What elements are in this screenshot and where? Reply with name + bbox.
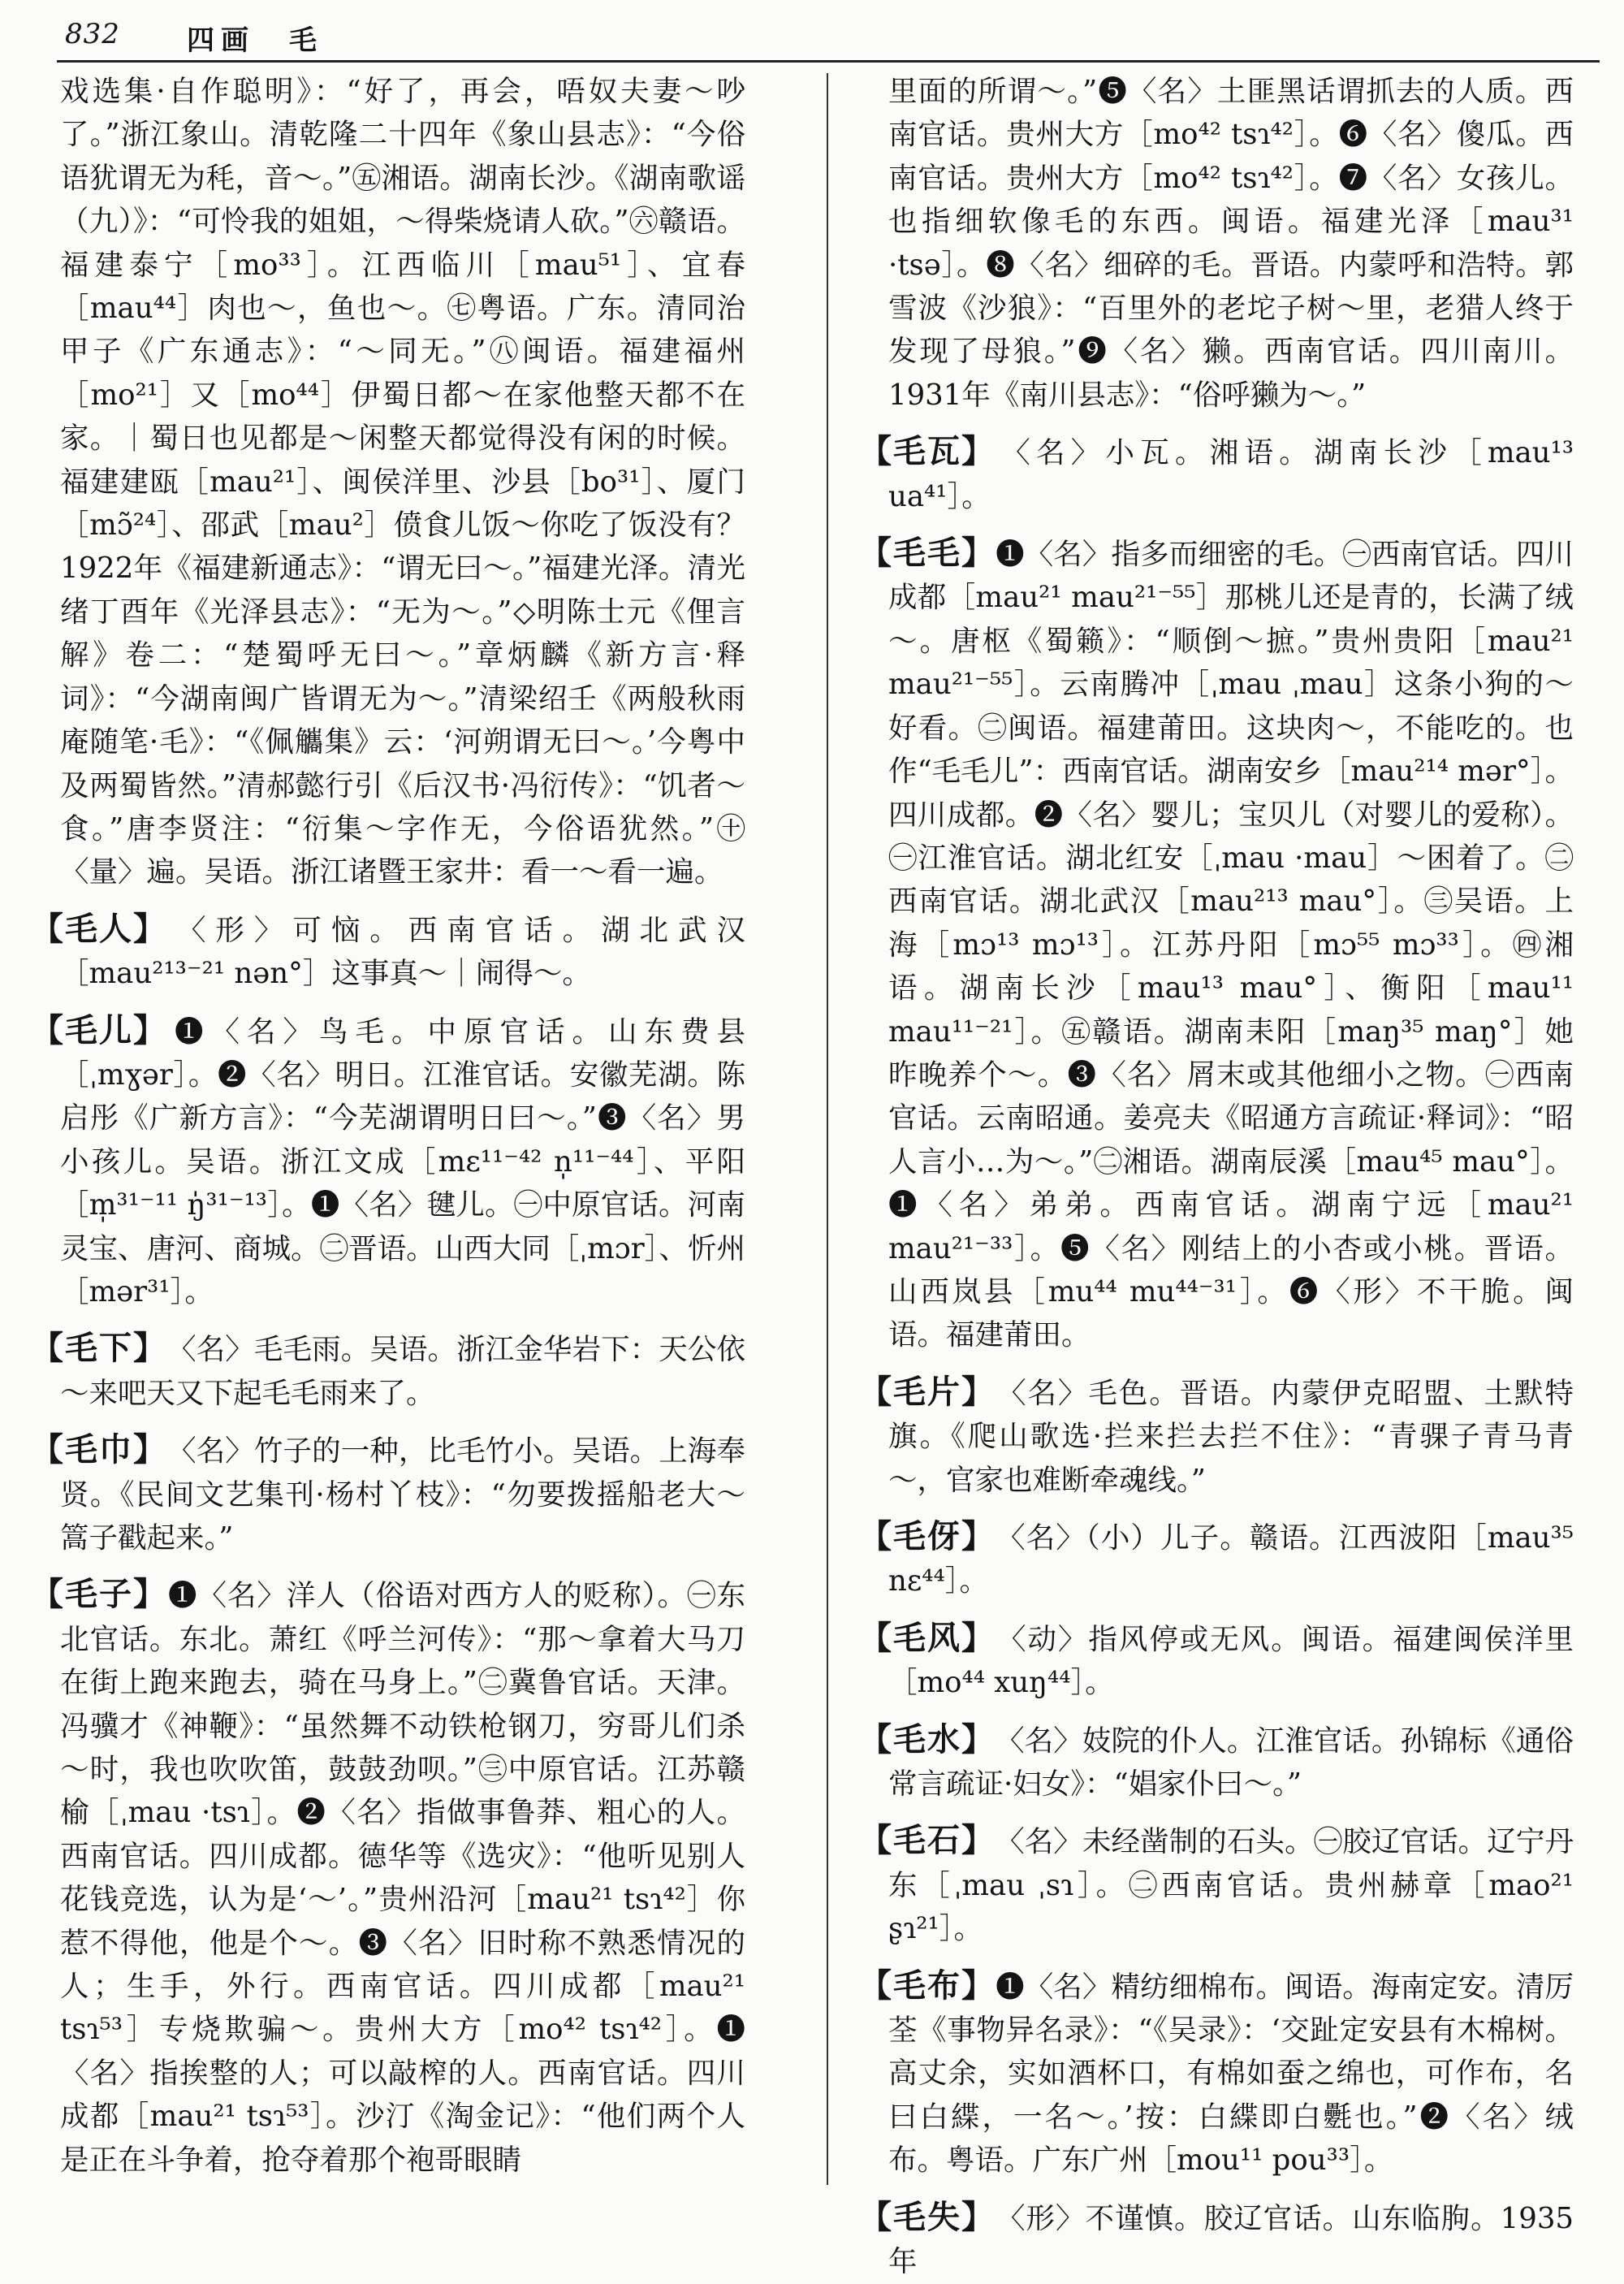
headword-maopian: 【毛片】: [859, 1372, 996, 1411]
entry-maomao: [859, 531, 1574, 1357]
header-rule: [57, 60, 1600, 63]
right-continuation-text: 里面的所谓～。”❺〈名〉土匪黑话谓抓去的人质。西南官话。贵州大方［mo⁴² tsɿ⁴²］。❻〈名〉傻瓜。西南官话。贵州大方［mo⁴² tsɿ⁴²］。❼〈名〉女孩儿。也指细软像毛的东西。闽语。福建光泽［mau³¹ ·tsə］。❽〈名〉细碎的毛。晋语。内蒙呼和浩特。郭雪波《沙狼》：“百里外的老坨子树～里，老猎人终于发现了母狼。”❾〈名〉獭。西南官话。四川南川。1931年《南川县志》：“俗呼獭为～。”: [888, 75, 1574, 412]
definition-maobu: ❶〈名〉精纺细棉布。闽语。海南定安。清厉荃《事物异名录》：“《吴录》：‘交趾定安县有木棉树。高丈余，实如酒杯口，有棉如蚕之绵也，可作布，名曰白緤，一名～。’按：白緤即白氎也。”❷〈名〉绒布。粤语。广东广州［mou¹¹ pou³³］。: [888, 1970, 1574, 2178]
page-number: 832: [65, 18, 120, 50]
left-column: [31, 70, 745, 2182]
entry-maoya: [859, 1515, 1574, 1603]
entry-maoren: [31, 907, 745, 996]
headword-maozi: 【毛子】: [31, 1575, 167, 1614]
right-column: [859, 70, 1574, 2284]
entry-maopian: [859, 1370, 1574, 1502]
definition-maozi: ❶〈名〉洋人（俗语对西方人的贬称）。㊀东北官话。东北。萧红《呼兰河传》：“那～拿着大马刀在街上跑来跑去，骑在马身上。”㊁冀鲁官话。天津。冯骥才《神鞭》：“虽然舞不动铁枪钢刀，穷哥儿们杀～时，我也吹吹笛，鼓鼓劲呗。”㊂中原官话。江苏赣榆［ˌmau ·tsɿ］。❷〈名〉指做事鲁莽、粗心的人。西南官话。四川成都。德华等《选灾》：“他听见别人花钱竞选，认为是‘～’。”贵州沿河［mau²¹ tsɿ⁴²］你惹不得他，他是个～。❸〈名〉旧时称不熟悉情况的人；生手，外行。西南官话。四川成都［mau²¹ tsɿ⁵³］专烧欺骗～。贵州大方［mo⁴² tsɿ⁴²］。❶〈名〉指挨整的人；可以敲榨的人。西南官话。四川成都［mau²¹ tsɿ⁵³］。沙汀《淘金记》：“他们两个人是正在斗争着，抢夺着那个袍哥眼睛: [60, 1579, 745, 2177]
definition-maofeng: 〈动〉指风停或无风。闽语。福建闽侯洋里［mo⁴⁴ xuŋ⁴⁴］。: [888, 1622, 1574, 1700]
headword-maobu: 【毛布】: [859, 1966, 996, 2005]
definition-maoya: 〈名〉（小）儿子。赣语。江西波阳［mau³⁵ nɛ⁴⁴］。: [888, 1521, 1574, 1598]
definition-maojin: 〈名〉竹子的一种，比毛竹小。吴语。上海奉贤。《民间文艺集刊·杨村丫枝》：“勿要拨摇船老大～篙子戳起来。”: [60, 1434, 745, 1555]
entry-maoshui: [859, 1718, 1574, 1806]
definition-maoshi-stone: 〈名〉未经凿制的石头。㊀胶辽官话。辽宁丹东［ˌmau ˌsɿ］。㊁西南官话。贵州赫章［mao²¹ ʂɿ²¹］。: [888, 1825, 1574, 1946]
entry-maoshi-careless: [859, 2195, 1574, 2284]
entry-maoer: [31, 1009, 745, 1314]
headword-maoxia: 【毛下】: [31, 1329, 167, 1368]
headword-maofeng: 【毛风】: [859, 1618, 996, 1657]
definition-maoer: ❶〈名〉鸟毛。中原官话。山东费县［ˌmɣər］。❷〈名〉明日。江淮官话。安徽芜湖。陈启彤《广新方言》：“今芜湖谓明日曰～。”❸〈名〉男小孩儿。吴语。浙江文成［mɛ¹¹⁻⁴² n̩¹¹⁻⁴⁴］、平阳［m̩³¹⁻¹¹ ŋ̍³¹⁻¹³］。❶〈名〉毽儿。㊀中原官话。河南灵宝、唐河、商城。㊁晋语。山西大同［ˌmɔr］、忻州［mər³¹］。: [60, 1014, 745, 1309]
entry-maoshi-stone: [859, 1819, 1574, 1950]
entry-maofeng: [859, 1616, 1574, 1705]
definition-maoshi-careless: 〈形〉不谨慎。胶辽官话。山东临朐。1935年: [888, 2201, 1574, 2279]
definition-maopian: 〈名〉毛色。晋语。内蒙伊克昭盟、土默特旗。《爬山歌选·拦来拦去拦不住》：“青骒子青马青～，官家也难断牵魂线。”: [888, 1376, 1574, 1497]
headword-maoya: 【毛伢】: [859, 1517, 996, 1555]
definition-maowa: 〈名〉小瓦。湘语。湖南长沙［mau¹³ ua⁴¹］。: [888, 436, 1574, 513]
running-title: 四画 毛: [187, 24, 323, 57]
left-continuation-text: 戏选集·自作聪明》：“好了，再会，唔奴夫妻～吵了。”浙江象山。清乾隆二十四年《象山县志》：“今俗语犹谓无为秏，音～。”㊄湘语。湖南长沙。《湖南歌谣（九）》：“可怜我的姐姐，～得柴烧请人砍。”㊅赣语。福建泰宁［mo³³］。江西临川［mau⁵¹］、宜春［mau⁴⁴］肉也～，鱼也～。㊆粤语。广东。清同治甲子《广东通志》：“～同无。”㊇闽语。福建福州［mo²¹］又［mo⁴⁴］伊蜀日都～在家他整天都不在家。｜蜀日也见都是～闲整天都觉得没有闲的时候。福建建瓯［mau²¹］、闽侯洋里、沙县［bo³¹］、厦门［mɔ̃²⁴］、邵武［mau²］偾食儿饭～你吃了饭没有？1922年《福建新通志》：“谓无曰～。”福建光泽。清光绪丁酉年《光泽县志》：“无为～。”◇明陈士元《俚言解》卷二：“楚蜀呼无曰～。”章炳麟《新方言·释词》：“今湖南闽广皆谓无为～。”清梁绍壬《两般秋雨庵随笔·毛》：“《佩觿集》云：‘河朔谓无曰～。’今粤中及两蜀皆然。”清郝懿行引《后汉书·冯衍传》：“饥者～食。”唐李贤注：“衍集～字作无，今俗语犹然。”㊉〈量〉遍。吴语。浙江诸暨王家井：看一～看一遍。: [60, 75, 745, 889]
definition-maomao: ❶〈名〉指多而细密的毛。㊀西南官话。四川成都［mau²¹ mau²¹⁻⁵⁵］那桃儿还是青的，长满了绒～。唐枢《蜀籁》：“顺倒～摭。”贵州贵阳［mau²¹ mau²¹⁻⁵⁵］。云南腾冲［ˌmau ˌmau］这条小狗的～好看。㊁闽语。福建莆田。这块肉～，不能吃的。也作“毛毛儿”：西南官话。湖南安乡［mau²¹⁴ mər°］。四川成都。❷〈名〉婴儿；宝贝儿（对婴儿的爱称）。㊀江淮官话。湖北红安［ˌmau ·mau］～困着了。㊁西南官话。湖北武汉［mau²¹³ mau°］。㊂吴语。上海［mɔ¹³ mɔ¹³］。江苏丹阳［mɔ⁵⁵ mɔ³³］。㊃湘语。湖南长沙［mau¹³ mau°］、衡阳［mau¹¹ mau¹¹⁻²¹］。㊄赣语。湖南耒阳［maŋ³⁵ maŋ°］她昨晚养个～。❸〈名〉屑末或其他细小之物。㊀西南官话。云南昭通。姜亮夫《昭通方言疏证·释词》：“昭人言小…为～。”㊁湘语。湖南辰溪［mau⁴⁵ mau°］。❶〈名〉弟弟。西南官话。湖南宁远［mau²¹ mau²¹⁻³³］。❺〈名〉刚结上的小杏或小桃。晋语。山西岚县［mu⁴⁴ mu⁴⁴⁻³¹］。❻〈形〉不干脆。闽语。福建莆田。: [888, 538, 1574, 1352]
headword-maoshi-careless: 【毛失】: [859, 2197, 996, 2236]
entry-maowa: [859, 430, 1574, 518]
headword-maomao: 【毛毛】: [859, 534, 996, 573]
entry-maobu: [859, 1964, 1574, 2182]
entry-maojin: [31, 1428, 745, 1559]
headword-maoer: 【毛儿】: [31, 1010, 167, 1049]
headword-maoshi-stone: 【毛石】: [859, 1821, 996, 1860]
headword-maowa: 【毛瓦】: [859, 432, 996, 471]
entry-maozi: [31, 1572, 745, 2182]
definition-maoshui: 〈名〉妓院的仆人。江淮官话。孙锦标《通俗常言疏证·妇女》：“娼家仆曰～。”: [888, 1724, 1574, 1802]
headword-maoshui: 【毛水】: [859, 1719, 996, 1758]
entry-maoxia: [31, 1326, 745, 1415]
page-header: [57, 18, 1600, 57]
column-divider: [827, 73, 828, 2185]
definition-maoren: 〈形〉可恼。西南官话。湖北武汉［mau²¹³⁻²¹ nən°］这事真～｜闹得～。: [60, 913, 745, 991]
definition-maoxia: 〈名〉毛毛雨。吴语。浙江金华岩下：天公依～来吧天又下起毛毛雨来了。: [60, 1333, 745, 1410]
headword-maoren: 【毛人】: [31, 909, 167, 948]
headword-maojin: 【毛巾】: [31, 1430, 167, 1469]
